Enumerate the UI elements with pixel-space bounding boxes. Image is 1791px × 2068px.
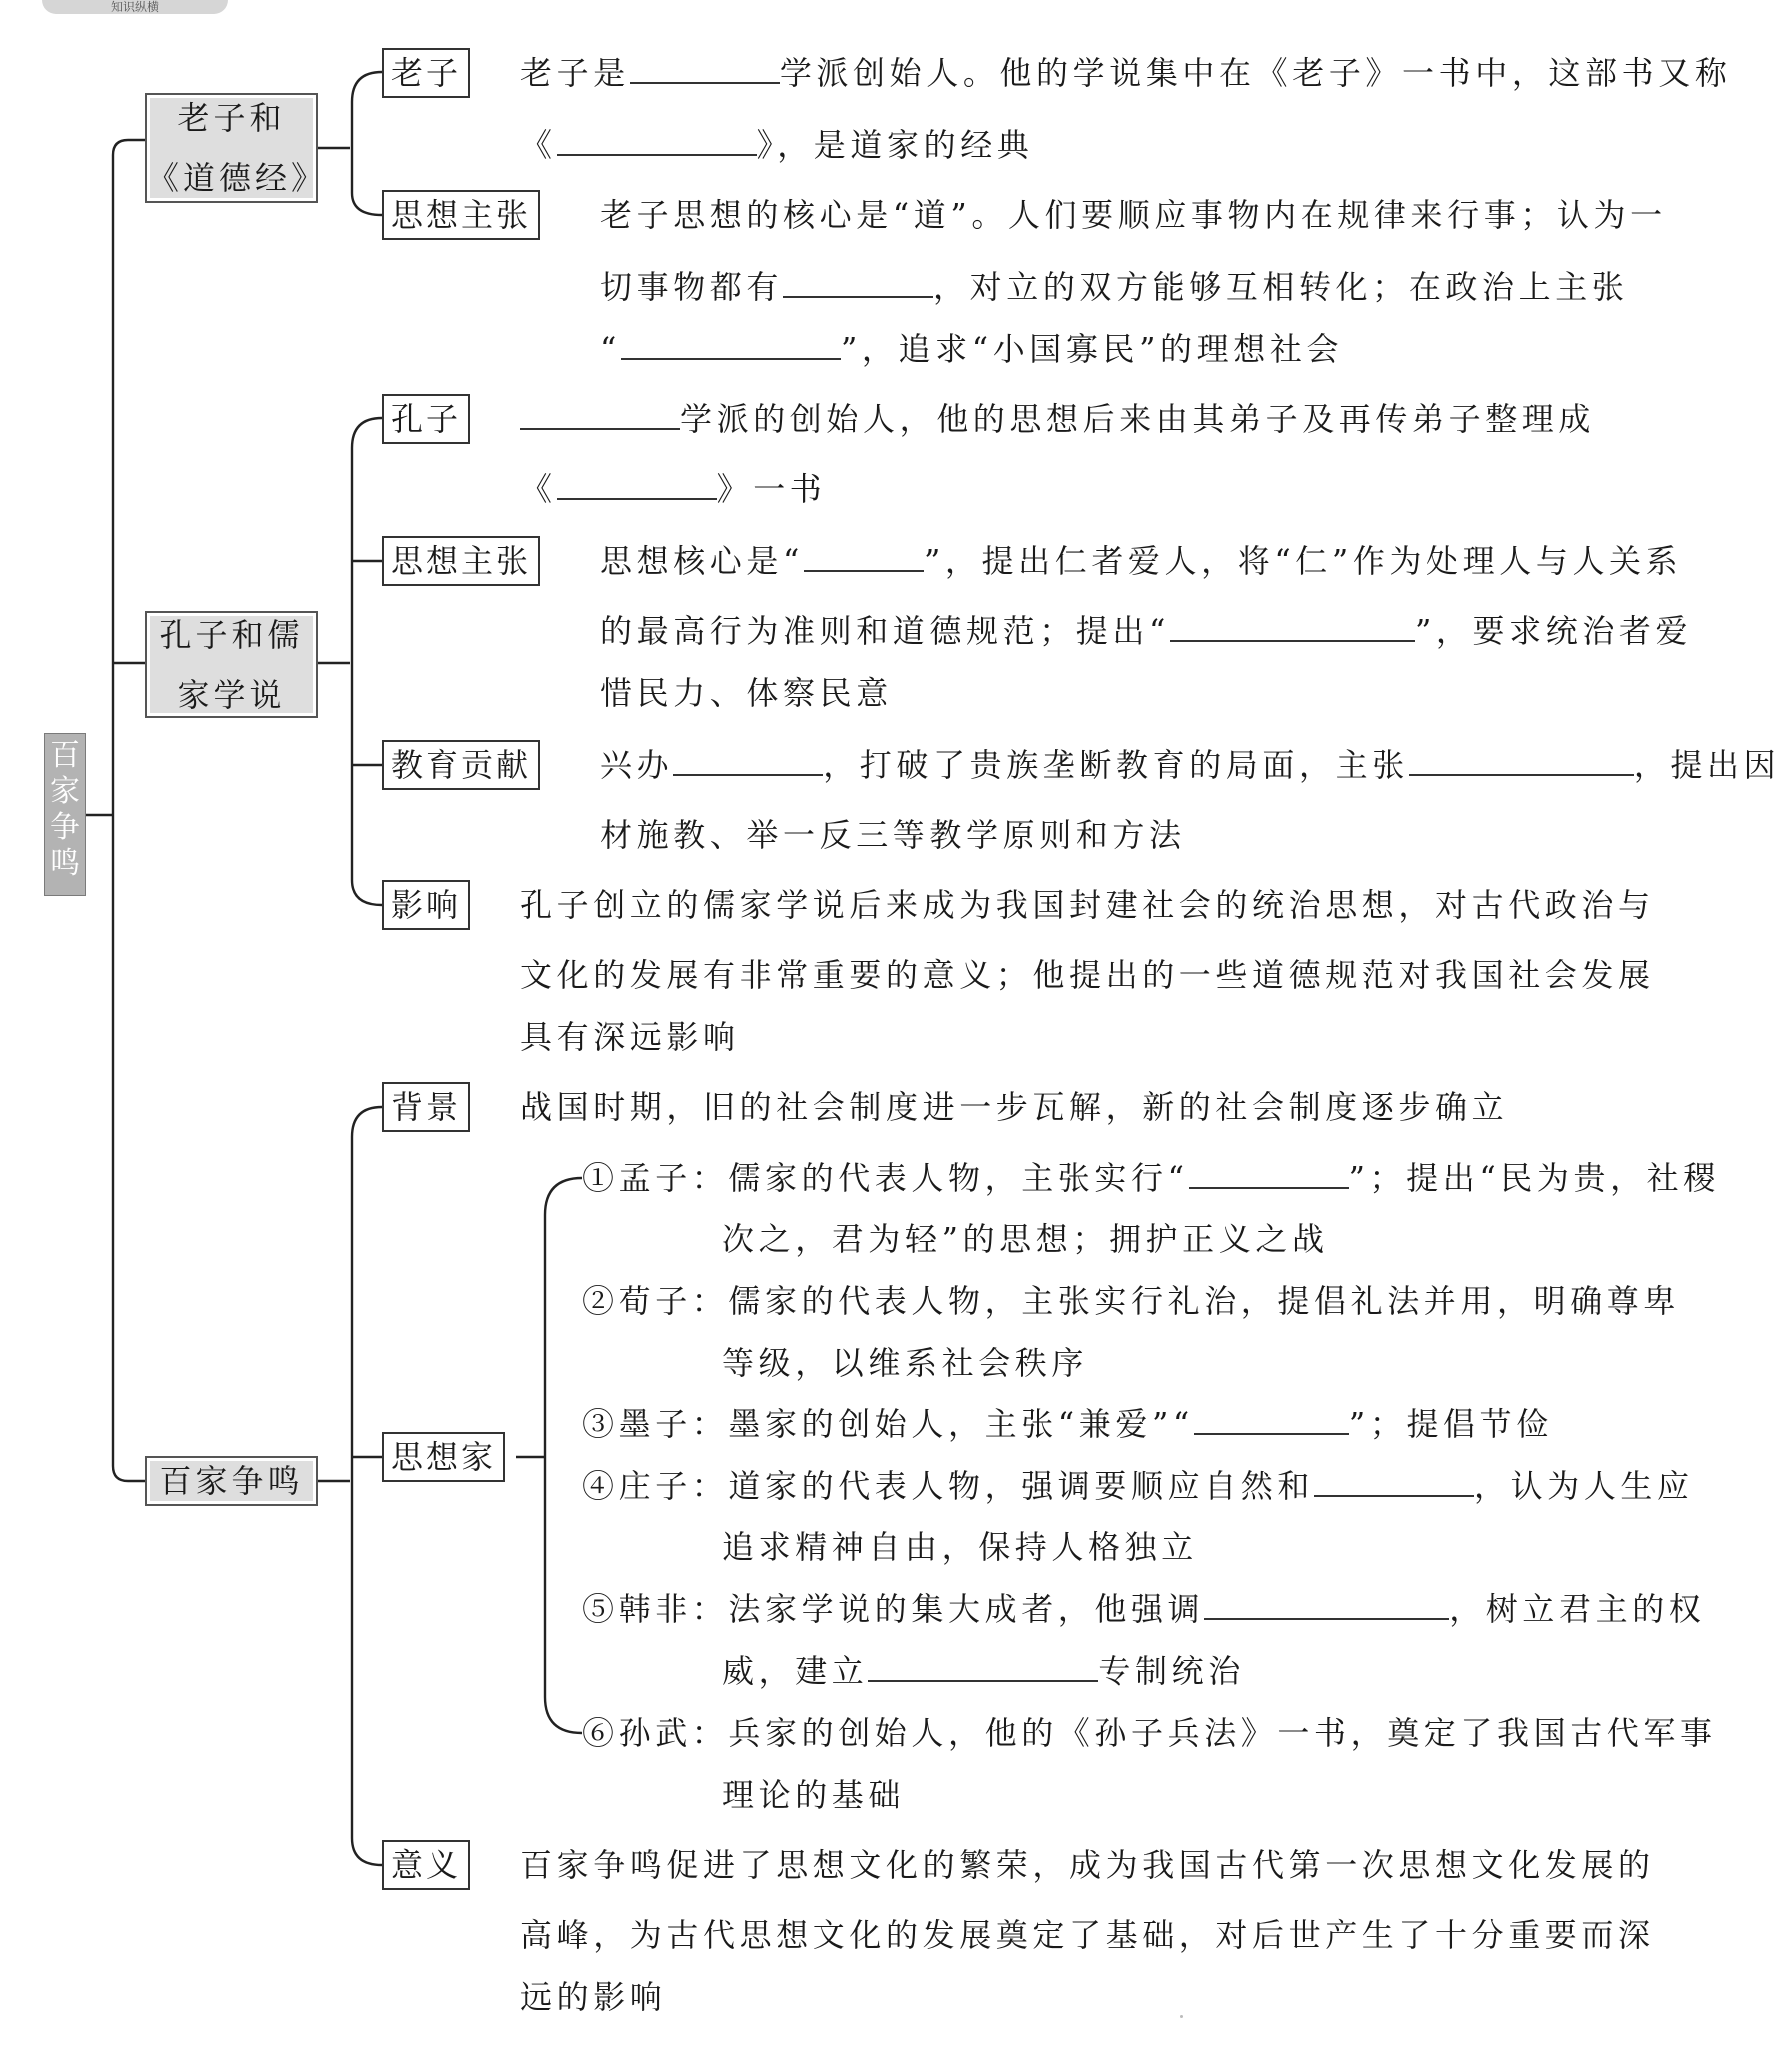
fill-blank[interactable] xyxy=(1314,1467,1474,1497)
sub-label: 思想主张 xyxy=(391,196,532,234)
text: 威，建立 xyxy=(722,1652,869,1690)
fill-blank[interactable] xyxy=(1204,1590,1449,1620)
sub-label: 背景 xyxy=(391,1088,462,1126)
text: ④庄子：道家的代表人物，强调要顺应自然和 xyxy=(582,1467,1315,1505)
text: 具有深远影响 xyxy=(520,1018,740,1056)
fill-blank[interactable] xyxy=(1189,1159,1349,1189)
text: ，认为人生应 xyxy=(1474,1467,1694,1505)
text: 追求精神自由，保持人格独立 xyxy=(722,1528,1198,1566)
text: ，打破了贵族垄断教育的局面，主张 xyxy=(823,746,1409,784)
sub-baijia-background xyxy=(382,1082,470,1132)
text: 惜民力、体察民意 xyxy=(600,674,893,712)
sub-label: 影响 xyxy=(391,886,462,924)
kongzi-impact-line-3 xyxy=(520,1016,740,1058)
laozi-line-1 xyxy=(520,52,1731,94)
fill-blank[interactable] xyxy=(868,1652,1098,1682)
meaning-line-2 xyxy=(520,1914,1655,1956)
text: 远的影响 xyxy=(520,1978,667,2016)
text: ①孟子：儒家的代表人物，主张实行“ xyxy=(582,1159,1189,1197)
text: ②荀子：儒家的代表人物，主张实行礼治，提倡礼法并用，明确尊卑 xyxy=(582,1282,1681,1320)
text: 的最高行为准则和道德规范；提出“ xyxy=(600,612,1170,650)
kongzi-impact-line-2 xyxy=(520,954,1655,996)
text: ，提出因 xyxy=(1633,746,1781,784)
topic-kongzi-label: 孔子和儒 家学说 xyxy=(159,615,304,714)
thinker-xunzi-line-2 xyxy=(722,1342,1088,1384)
sub-kongzi-person xyxy=(382,394,470,444)
thinker-zhuangzi-line-1 xyxy=(582,1465,1694,1507)
text: 孔子创立的儒家学说后来成为我国封建社会的统治思想，对古代政治与 xyxy=(520,886,1655,924)
sub-baijia-thinkers xyxy=(382,1432,505,1482)
fill-blank[interactable] xyxy=(557,126,757,156)
laozi-line-2 xyxy=(520,124,1033,166)
fill-blank[interactable] xyxy=(520,400,680,430)
text: ⑥孙武：兵家的创始人，他的《孙子兵法》一书，奠定了我国古代军事 xyxy=(582,1714,1717,1752)
text: 高峰，为古代思想文化的发展奠定了基础，对后世产生了十分重要而深 xyxy=(520,1916,1655,1954)
sub-laozi-person xyxy=(382,48,470,98)
fill-blank[interactable] xyxy=(804,542,924,572)
root-char: 争 xyxy=(50,810,80,845)
topic-laozi-label: 老子和 《道德经》 xyxy=(147,99,328,197)
root-node xyxy=(44,733,86,896)
sub-label: 孔子 xyxy=(391,400,462,438)
text: 《 xyxy=(520,470,557,508)
text: ”；提出“民为贵，社稷 xyxy=(1348,1159,1720,1197)
text: ”；提倡节俭 xyxy=(1348,1405,1553,1443)
sub-label: 意义 xyxy=(391,1846,462,1884)
text: 》，是道家的经典 xyxy=(756,126,1034,164)
thinker-xunzi-line-1 xyxy=(582,1280,1680,1322)
background-line-1 xyxy=(520,1086,1508,1128)
fill-blank[interactable] xyxy=(557,470,717,500)
text: 百家争鸣促进了思想文化的繁荣，成为我国古代第一次思想文化发展的 xyxy=(520,1846,1655,1884)
thinker-sunwu-line-2 xyxy=(722,1774,905,1816)
kongzi-impact-line-1 xyxy=(520,884,1655,926)
text: ”，追求“小国寡民”的理想社会 xyxy=(840,330,1344,368)
kongzi-thought-line-2 xyxy=(600,610,1692,652)
text: 学派创始人。他的学说集中在《老子》一书中，这部书又称 xyxy=(779,54,1732,92)
text: 《 xyxy=(520,126,557,164)
sub-kongzi-thought xyxy=(382,536,540,586)
kongzi-line-2 xyxy=(520,468,826,510)
root-char: 百 xyxy=(50,738,80,773)
header-tab-label: 知识纵横 xyxy=(110,0,159,14)
thinker-hanfei-line-1 xyxy=(582,1588,1705,1630)
meaning-line-1 xyxy=(520,1844,1655,1886)
sub-label: 思想主张 xyxy=(391,542,532,580)
text: 文化的发展有非常重要的意义；他提出的一些道德规范对我国社会发展 xyxy=(520,956,1655,994)
text: ”，要求统治者爱 xyxy=(1414,612,1693,650)
text: 专制统治 xyxy=(1098,1652,1245,1690)
thinker-mozi-line-1 xyxy=(582,1403,1553,1445)
text: “ xyxy=(600,330,621,368)
text: 次之，君为轻”的思想；拥护正义之战 xyxy=(722,1220,1329,1258)
laozi-thought-line-2 xyxy=(600,266,1628,308)
kongzi-edu-line-2 xyxy=(600,814,1186,856)
text: 学派的创始人，他的思想后来由其弟子及再传弟子整理成 xyxy=(680,400,1596,438)
fill-blank[interactable] xyxy=(673,746,823,776)
fill-blank[interactable] xyxy=(621,330,841,360)
sub-kongzi-edu xyxy=(382,740,540,790)
fill-blank[interactable] xyxy=(783,268,933,298)
meaning-line-3 xyxy=(520,1976,666,2018)
fill-blank[interactable] xyxy=(1409,746,1634,776)
text: 战国时期，旧的社会制度进一步瓦解，新的社会制度逐步确立 xyxy=(520,1088,1509,1126)
text: 材施教、举一反三等教学原则和方法 xyxy=(600,816,1186,854)
text: ，树立君主的权 xyxy=(1449,1590,1706,1628)
sub-label: 教育贡献 xyxy=(391,746,532,784)
text: ③墨子：墨家的创始人，主张“兼爱”“ xyxy=(582,1405,1194,1443)
laozi-thought-line-1 xyxy=(600,194,1667,236)
fill-blank[interactable] xyxy=(1194,1405,1349,1435)
topic-laozi xyxy=(145,93,328,203)
kongzi-line-1 xyxy=(520,398,1595,440)
kongzi-edu-line-1 xyxy=(600,744,1780,786)
text: 等级，以维系社会秩序 xyxy=(722,1344,1089,1382)
thinker-hanfei-line-2 xyxy=(722,1650,1245,1692)
fill-blank[interactable] xyxy=(630,54,780,84)
scan-speck xyxy=(1180,2015,1183,2018)
root-char: 鸣 xyxy=(50,846,80,881)
thinker-zhuangzi-line-2 xyxy=(722,1526,1198,1568)
text: ，对立的双方能够互相转化；在政治上主张 xyxy=(933,268,1629,306)
kongzi-thought-line-3 xyxy=(600,672,893,714)
text: 思想核心是“ xyxy=(600,542,804,580)
topic-baijia-label: 百家争鸣 xyxy=(159,1462,304,1500)
sub-kongzi-impact xyxy=(382,880,470,930)
thinker-mengzi-line-1 xyxy=(582,1157,1720,1199)
topic-kongzi xyxy=(145,611,318,718)
text: 》一书 xyxy=(716,470,827,508)
text: 老子思想的核心是“道”。人们要顺应事物内在规律来行事；认为一 xyxy=(600,196,1667,234)
sub-label: 老子 xyxy=(391,54,462,92)
sub-laozi-thought xyxy=(382,190,540,240)
kongzi-thought-line-1 xyxy=(600,540,1682,582)
text: ⑤韩非：法家学说的集大成者，他强调 xyxy=(582,1590,1205,1628)
sub-label: 思想家 xyxy=(391,1438,497,1476)
text: 理论的基础 xyxy=(722,1776,906,1814)
text: 老子是 xyxy=(520,54,630,92)
thinker-sunwu-line-1 xyxy=(582,1712,1717,1754)
thinker-mengzi-line-2 xyxy=(722,1218,1329,1260)
fill-blank[interactable] xyxy=(1170,612,1415,642)
sub-baijia-meaning xyxy=(382,1840,470,1890)
laozi-thought-line-3 xyxy=(600,328,1343,370)
text: ”，提出仁者爱人，将“仁”作为处理人与人关系 xyxy=(923,542,1683,580)
text: 兴办 xyxy=(600,746,674,784)
root-char: 家 xyxy=(50,774,80,809)
text: 切事物都有 xyxy=(600,268,784,306)
topic-baijia xyxy=(145,1456,318,1506)
